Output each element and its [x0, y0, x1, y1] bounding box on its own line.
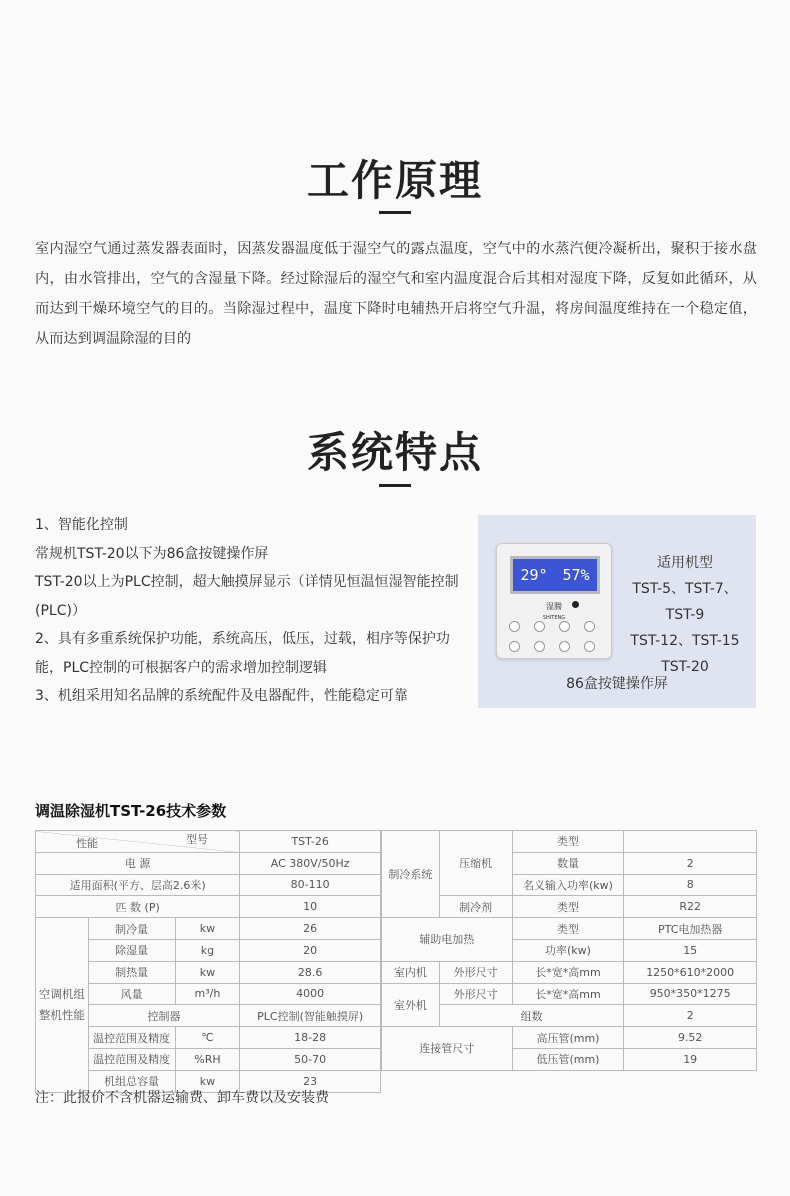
applicable-models [618, 550, 752, 680]
refrig-system-label: 制冷系统 [382, 831, 440, 918]
controller-panel [478, 515, 756, 708]
outdoor-dim-label: 外形尺寸 [439, 983, 512, 1005]
qty-label: 数量 [512, 852, 624, 874]
screen-humidity: 57% [562, 566, 590, 584]
pipe-label: 连接管尺寸 [382, 1027, 513, 1071]
controller-button [584, 641, 595, 652]
feature-line: TST-20以上为PLC控制，超大触摸屏显示（详情见恒温恒湿智能控制(PLC)） [35, 574, 459, 619]
rated-power-value: 8 [624, 874, 757, 896]
row-value: 23 [240, 1070, 381, 1092]
header-diagonal-cell [36, 831, 240, 853]
indoor-dim-value: 1250*610*2000 [624, 961, 757, 983]
price-note: 注：此报价不含机器运输费、卸车费以及安装费 [35, 1090, 329, 1106]
row-name: 机组总容量 [88, 1070, 175, 1092]
indoor-dim-label: 外形尺寸 [439, 961, 512, 983]
controller-button [534, 641, 545, 652]
row-value: 26 [240, 918, 381, 940]
power-value: AC 380V/50Hz [240, 852, 381, 874]
controller-screen [510, 556, 600, 594]
indoor-lwh-label: 长*宽*高mm [512, 961, 624, 983]
row-name: 风量 [88, 983, 175, 1005]
refrigerant-type-label: 类型 [512, 896, 624, 918]
model-value: TST-26 [240, 831, 381, 853]
controller-button [559, 641, 570, 652]
aux-power-label: 功率(kw) [512, 939, 624, 961]
row-name: 温控范围及精度 [88, 1048, 175, 1070]
aux-power-value: 15 [624, 939, 757, 961]
row-unit: kw [175, 918, 240, 940]
area-label: 适用面积(平方、层高2.6米) [36, 874, 240, 896]
features-list [35, 511, 475, 711]
row-value: 4000 [240, 983, 381, 1005]
title-divider [379, 211, 411, 214]
model-line: TST-5、TST-7、TST-9 [632, 581, 738, 623]
qty-value: 2 [624, 852, 757, 874]
controller-button [509, 641, 520, 652]
row-unit: ℃ [175, 1027, 240, 1049]
models-label: 适用机型 [657, 555, 713, 571]
brand-logo-en: SHITENG [542, 615, 566, 621]
hp-value: 10 [240, 896, 381, 918]
row-unit: m³/h [175, 983, 240, 1005]
row-value: 28.6 [240, 961, 381, 983]
indoor-label: 室内机 [382, 961, 440, 983]
features-title: 系统特点 [306, 428, 483, 477]
row-value: 20 [240, 939, 381, 961]
brand-logo: 湿腾 [546, 602, 562, 611]
power-label: 电 源 [36, 852, 240, 874]
hp-pipe-label: 高压管(mm) [512, 1027, 624, 1049]
header-perf: 性能 [76, 836, 98, 850]
panel-caption: 86盒按键操作屏 [566, 676, 668, 692]
outdoor-label: 室外机 [382, 983, 440, 1027]
group-label: 空调机组整机性能 [36, 918, 89, 1092]
controller-button [534, 621, 545, 632]
model-line: TST-12、TST-15 [630, 633, 740, 649]
row-unit: %RH [175, 1048, 240, 1070]
hp-label: 匹 数 (P) [36, 896, 240, 918]
spec-title: 调温除湿机TST-26技术参数 [35, 802, 227, 820]
feature-line: 1、智能化控制 [35, 517, 128, 533]
type-value [624, 831, 757, 853]
row-value: 18-28 [240, 1027, 381, 1049]
controller-brand [497, 601, 611, 621]
aux-heat-label: 辅助电加热 [382, 918, 513, 962]
outdoor-lwh-label: 长*宽*高mm [512, 983, 624, 1005]
row-unit: kw [175, 961, 240, 983]
feature-line: 常规机TST-20以下为86盒按键操作屏 [35, 545, 269, 562]
groups-label: 组数 [439, 1005, 624, 1027]
row-unit: kg [175, 939, 240, 961]
row-name: 控制器 [88, 1005, 240, 1027]
lp-pipe-label: 低压管(mm) [512, 1048, 624, 1070]
feature-line: 2、具有多重系统保护功能，系统高压，低压，过载，相序等保护功能，PLC控制的可根据客户的需求增加控制逻辑 [35, 631, 450, 676]
lp-pipe-value: 19 [624, 1048, 757, 1070]
row-name: 制热量 [88, 961, 175, 983]
rated-power-label: 名义输入功率(kw) [512, 874, 624, 896]
outdoor-dim-value: 950*350*1275 [624, 983, 757, 1005]
type-label: 类型 [512, 831, 624, 853]
hp-pipe-value: 9.52 [624, 1027, 757, 1049]
screen-temperature: 29° [520, 566, 548, 584]
feature-line: 3、机组采用知名品牌的系统配件及电器配件，性能稳定可靠 [35, 688, 408, 704]
principle-text: 室内湿空气通过蒸发器表面时，因蒸发器温度低于湿空气的露点温度，空气中的水蒸汽便冷凝析出，聚积于接水盘内，由水管排出，空气的含湿量下降。经过除湿后的湿空气和室内温度混合后其相对湿度下降，反复如此循环，从而达到干燥环境空气的目的。当除湿过程中，温度下降时电辅热开启将空气升温，将房间温度维持在一个稳定值，从而达到调温除湿的目的 [35, 241, 757, 347]
spec-table-left [35, 830, 381, 1093]
row-value: 50-70 [240, 1048, 381, 1070]
row-value: PLC控制(智能触摸屏) [240, 1005, 381, 1027]
title-divider [379, 484, 411, 487]
knob-icon [572, 601, 579, 608]
controller-button [584, 621, 595, 632]
spec-table-right [381, 830, 757, 1071]
row-unit: kw [175, 1070, 240, 1092]
principle-title: 工作原理 [306, 156, 483, 205]
refrigerant-label: 制冷剂 [439, 896, 512, 918]
row-name: 除湿量 [88, 939, 175, 961]
area-value: 80-110 [240, 874, 381, 896]
controller-device-image [496, 543, 612, 659]
aux-type-label: 类型 [512, 918, 624, 940]
row-name: 温控范围及精度 [88, 1027, 175, 1049]
compressor-label: 压缩机 [439, 831, 512, 896]
groups-value: 2 [624, 1005, 757, 1027]
model-line: TST-20 [661, 659, 709, 675]
header-model: 型号 [186, 833, 208, 846]
controller-button [559, 621, 570, 632]
refrigerant-value: R22 [624, 896, 757, 918]
row-name: 制冷量 [88, 918, 175, 940]
aux-type-value: PTC电加热器 [624, 918, 757, 940]
controller-button [509, 621, 520, 632]
